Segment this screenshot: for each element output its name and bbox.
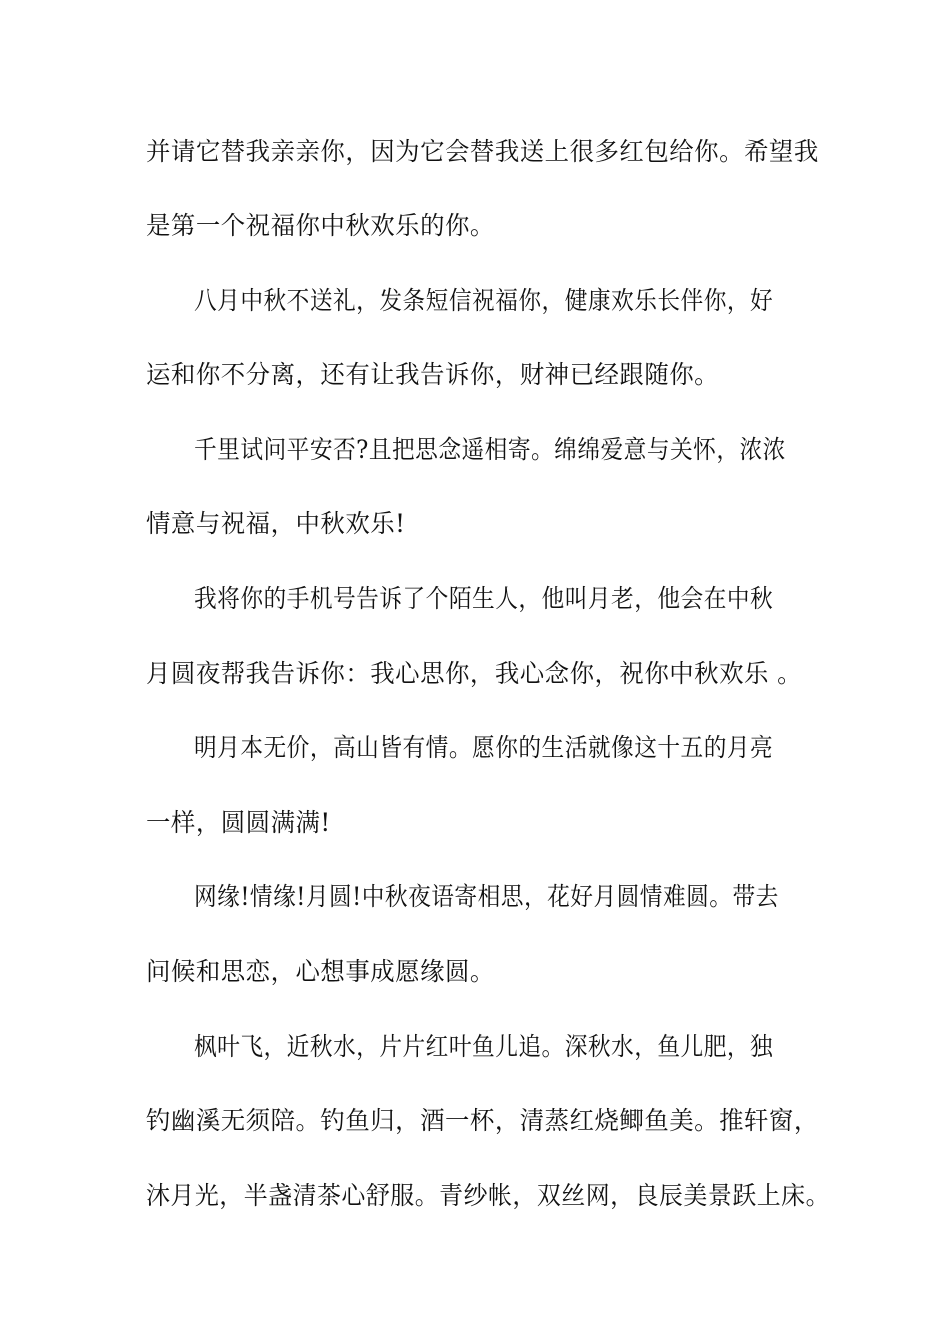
paragraph-2-line-2: 运和你不分离，还有让我告诉你，财神已经跟随你。 xyxy=(146,360,720,389)
paragraph-6-line-2: 问候和思恋，心想事成愿缘圆。 xyxy=(146,957,495,986)
paragraph-3-line-2: 情意与祝福，中秋欢乐! xyxy=(146,509,406,538)
paragraph-3-line-1: 千里试问平安否?且把思念遥相寄。绵绵爱意与关怀，浓浓 xyxy=(194,435,786,464)
paragraph-7-line-3: 沐月光，半盏清茶心舒服。青纱帐，双丝网，良辰美景跃上床。 xyxy=(146,1181,831,1210)
paragraph-5-line-2: 一样，圆圆满满! xyxy=(146,808,331,837)
paragraph-1-line-2: 是第一个祝福你中秋欢乐的你。 xyxy=(146,211,495,240)
paragraph-1-line-1: 并请它替我亲亲你，因为它会替我送上很多红包给你。希望我 xyxy=(146,137,819,166)
paragraph-2-line-1: 八月中秋不送礼，发条短信祝福你，健康欢乐长伴你，好 xyxy=(194,286,774,315)
paragraph-4-line-2: 月圆夜帮我告诉你：我心思你，我心念你，祝你中秋欢乐 。 xyxy=(146,659,803,688)
paragraph-7-line-2: 钓幽溪无须陪。钓鱼归，酒一杯，清蒸红烧鲫鱼美。推轩窗， xyxy=(146,1106,819,1135)
paragraph-5-line-1: 明月本无价，高山皆有情。愿你的生活就像这十五的月亮 xyxy=(194,733,774,762)
paragraph-6-line-1: 网缘!情缘!月圆!中秋夜语寄相思，花好月圆情难圆。带去 xyxy=(194,882,779,911)
paragraph-4-line-1: 我将你的手机号告诉了个陌生人，他叫月老，他会在中秋 xyxy=(194,584,774,613)
paragraph-7-line-1: 枫叶飞，近秋水，片片红叶鱼儿追。深秋水，鱼儿肥，独 xyxy=(194,1032,774,1061)
